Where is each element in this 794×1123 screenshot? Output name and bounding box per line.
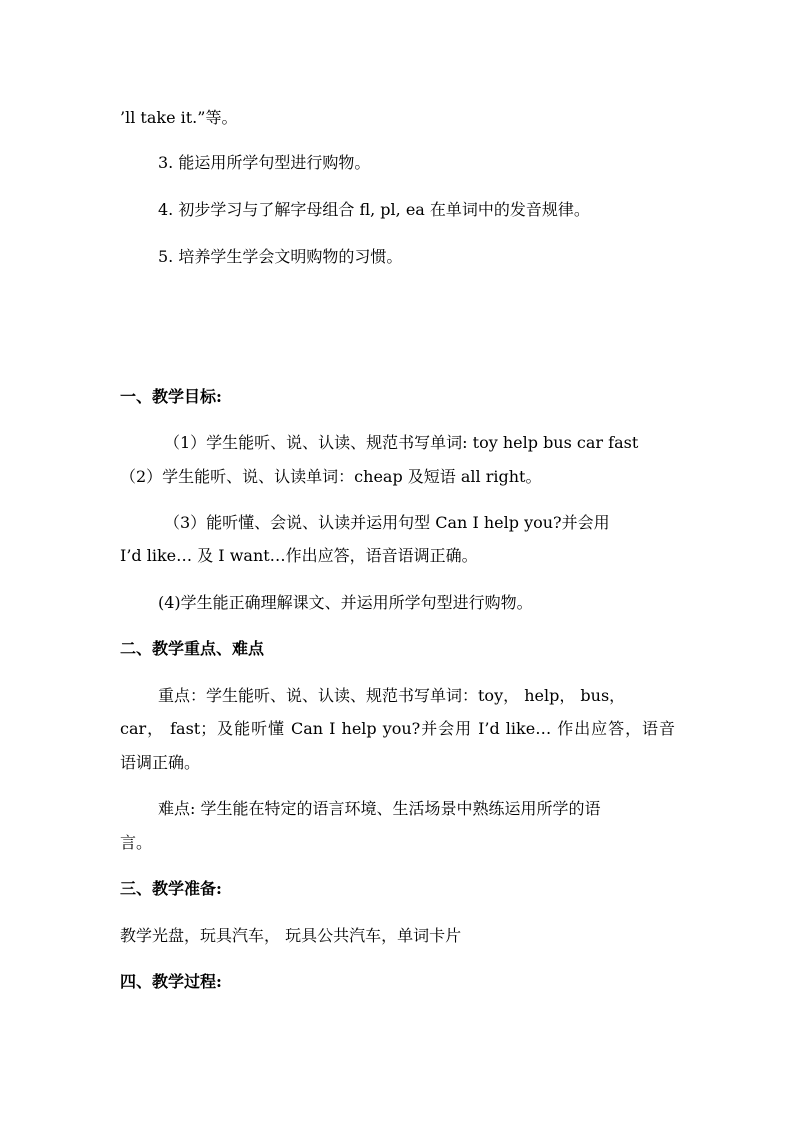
key-point-line-3: 语调正确。 bbox=[120, 753, 201, 772]
list-item-5: 5. 培养学生学会文明购物的习惯。 bbox=[158, 247, 403, 266]
section-heading-key-points: 二、教学重点、难点 bbox=[120, 639, 265, 658]
objective-3-line-1: （3）能听懂、会说、认读并运用句型 Can I help you?并会用 bbox=[164, 513, 610, 532]
list-continuation: ’ll take it.”等。 bbox=[120, 108, 238, 127]
key-point-line-2: car， fast；及能听懂 Can I help you?并会用 I’d like… 作出应答，语音 bbox=[120, 719, 675, 738]
key-point-line-1: 重点：学生能听、说、认读、规范书写单词：toy， help， bus， bbox=[158, 686, 626, 705]
preparation-materials: 教学光盘，玩具汽车， 玩具公共汽车，单词卡片 bbox=[120, 926, 462, 945]
list-item-3: 3. 能运用所学句型进行购物。 bbox=[158, 153, 371, 172]
difficulty-line-1: 难点: 学生能在特定的语言环境、生活场景中熟练运用所学的语 bbox=[158, 799, 601, 818]
objective-3-line-2: I’d like… 及 I want…作出应答，语音语调正确。 bbox=[120, 546, 478, 565]
objective-4: (4)学生能正确理解课文、并运用所学句型进行购物。 bbox=[158, 593, 533, 612]
list-item-4: 4. 初步学习与了解字母组合 fl, pl, ea 在单词中的发音规律。 bbox=[158, 200, 590, 219]
objective-1: （1）学生能听、说、认读、规范书写单词: toy help bus car fast bbox=[164, 433, 639, 452]
section-heading-process: 四、教学过程: bbox=[120, 972, 222, 991]
difficulty-line-2: 言。 bbox=[120, 833, 153, 852]
section-heading-preparation: 三、教学准备: bbox=[120, 879, 222, 898]
objective-2: （2）学生能听、说、认读单词：cheap 及短语 all right。 bbox=[120, 467, 542, 486]
section-heading-objectives: 一、教学目标: bbox=[120, 387, 222, 406]
